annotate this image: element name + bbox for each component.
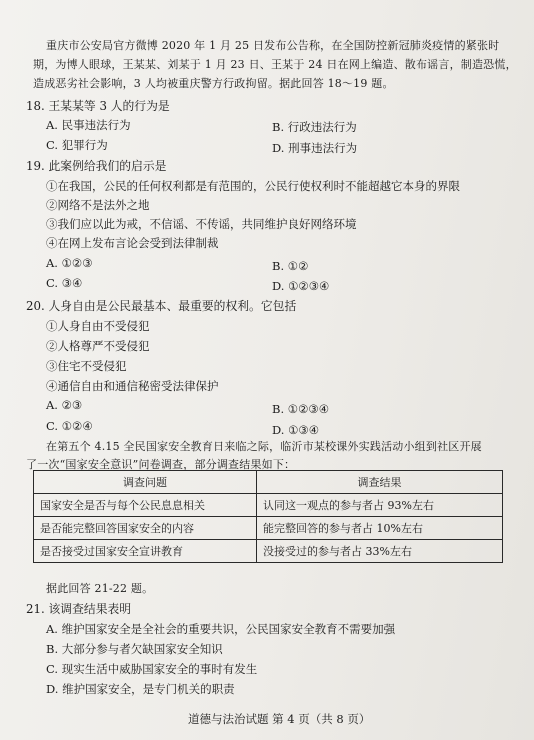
table-cell-question: 是否能完整回答国家安全的内容 xyxy=(34,517,257,540)
q20-item-2: ②人格尊严不受侵犯 xyxy=(46,339,150,353)
q19-option-d: D. ①②③④ xyxy=(272,279,330,293)
q20-item-3: ③住宅不受侵犯 xyxy=(46,359,127,373)
table-cell-result: 能完整回答的参与者占 10%左右 xyxy=(257,517,503,540)
table-header-result: 调查结果 xyxy=(257,471,503,494)
q19-item-2: ②网络不是法外之地 xyxy=(46,198,150,212)
q18-option-d: D. 刑事违法行为 xyxy=(272,141,358,155)
survey-results-table xyxy=(33,470,503,563)
material-1-line-1: 重庆市公安局官方微博 2020 年 1 月 25 日发布公告称，在全国防控新冠肺炎疫情的紧张时 xyxy=(46,39,500,52)
q21-option-c: C. 现实生活中威胁国家安全的事时有发生 xyxy=(46,662,258,676)
material-1-line-3: 造成恶劣社会影响，3 人均被重庆警方行政拘留。据此回答 18～19 题。 xyxy=(33,77,394,90)
q19-option-c: C. ③④ xyxy=(46,276,83,290)
question-20-stem: 20. 人身自由是公民最基本、最重要的权利。它包括 xyxy=(26,299,297,313)
q19-item-3: ③我们应以此为戒，不信谣、不传谣，共同维护良好网络环境 xyxy=(46,217,357,231)
table-header-row xyxy=(34,471,503,494)
q19-option-a: A. ①②③ xyxy=(46,256,93,270)
table-cell-question: 国家安全是否与每个公民息息相关 xyxy=(34,494,257,517)
table-cell-result: 认同这一观点的参与者占 93%左右 xyxy=(257,494,503,517)
q20-item-4: ④通信自由和通信秘密受法律保护 xyxy=(46,379,219,393)
q21-option-a: A. 维护国家安全是全社会的重要共识，公民国家安全教育不需要加强 xyxy=(46,622,396,636)
q18-option-b: B. 行政违法行为 xyxy=(272,120,357,134)
material-1-line-2: 期，为博人眼球，王某某、刘某于 1 月 23 日、王某于 24 日在网上编造、散布谣言，制造恐慌， xyxy=(33,58,517,71)
q20-option-d: D. ①③④ xyxy=(272,423,320,437)
q18-option-c: C. 犯罪行为 xyxy=(46,138,108,152)
q20-option-a: A. ②③ xyxy=(46,398,83,412)
q19-item-1: ①在我国，公民的任何权利都是有范围的，公民行使权利时不能超越它本身的界限 xyxy=(46,179,460,193)
material-2-line-1: 在第五个 4.15 全民国家安全教育日来临之际，临沂市某校课外实践活动小组到社区开展 xyxy=(46,440,482,453)
question-18-stem: 18. 王某某等 3 人的行为是 xyxy=(26,99,170,113)
table-header-question: 调查问题 xyxy=(34,471,257,494)
page-footer: 道德与法治试题 第 4 页（共 8 页） xyxy=(188,712,371,726)
answer-instruction: 据此回答 21-22 题。 xyxy=(46,582,154,595)
material-2-line-2: 了一次“国家安全意识”问卷调查，部分调查结果如下： xyxy=(26,458,296,471)
q21-option-b: B. 大部分参与者欠缺国家安全知识 xyxy=(46,642,223,656)
table-cell-question: 是否接受过国家安全宣讲教育 xyxy=(34,540,257,563)
q20-option-c: C. ①②④ xyxy=(46,419,93,433)
table-row xyxy=(34,540,503,563)
q19-item-4: ④在网上发布言论会受到法律制裁 xyxy=(46,236,219,250)
q18-option-a: A. 民事违法行为 xyxy=(46,118,131,132)
table-cell-result: 没接受过的参与者占 33%左右 xyxy=(257,540,503,563)
q20-item-1: ①人身自由不受侵犯 xyxy=(46,319,150,333)
question-19-stem: 19. 此案例给我们的启示是 xyxy=(26,159,167,173)
q21-option-d: D. 维护国家安全，是专门机关的职责 xyxy=(46,682,235,696)
q20-option-b: B. ①②③④ xyxy=(272,402,330,416)
q19-option-b: B. ①② xyxy=(272,259,309,273)
table-row xyxy=(34,517,503,540)
table-row xyxy=(34,494,503,517)
question-21-stem: 21. 该调查结果表明 xyxy=(26,602,132,616)
